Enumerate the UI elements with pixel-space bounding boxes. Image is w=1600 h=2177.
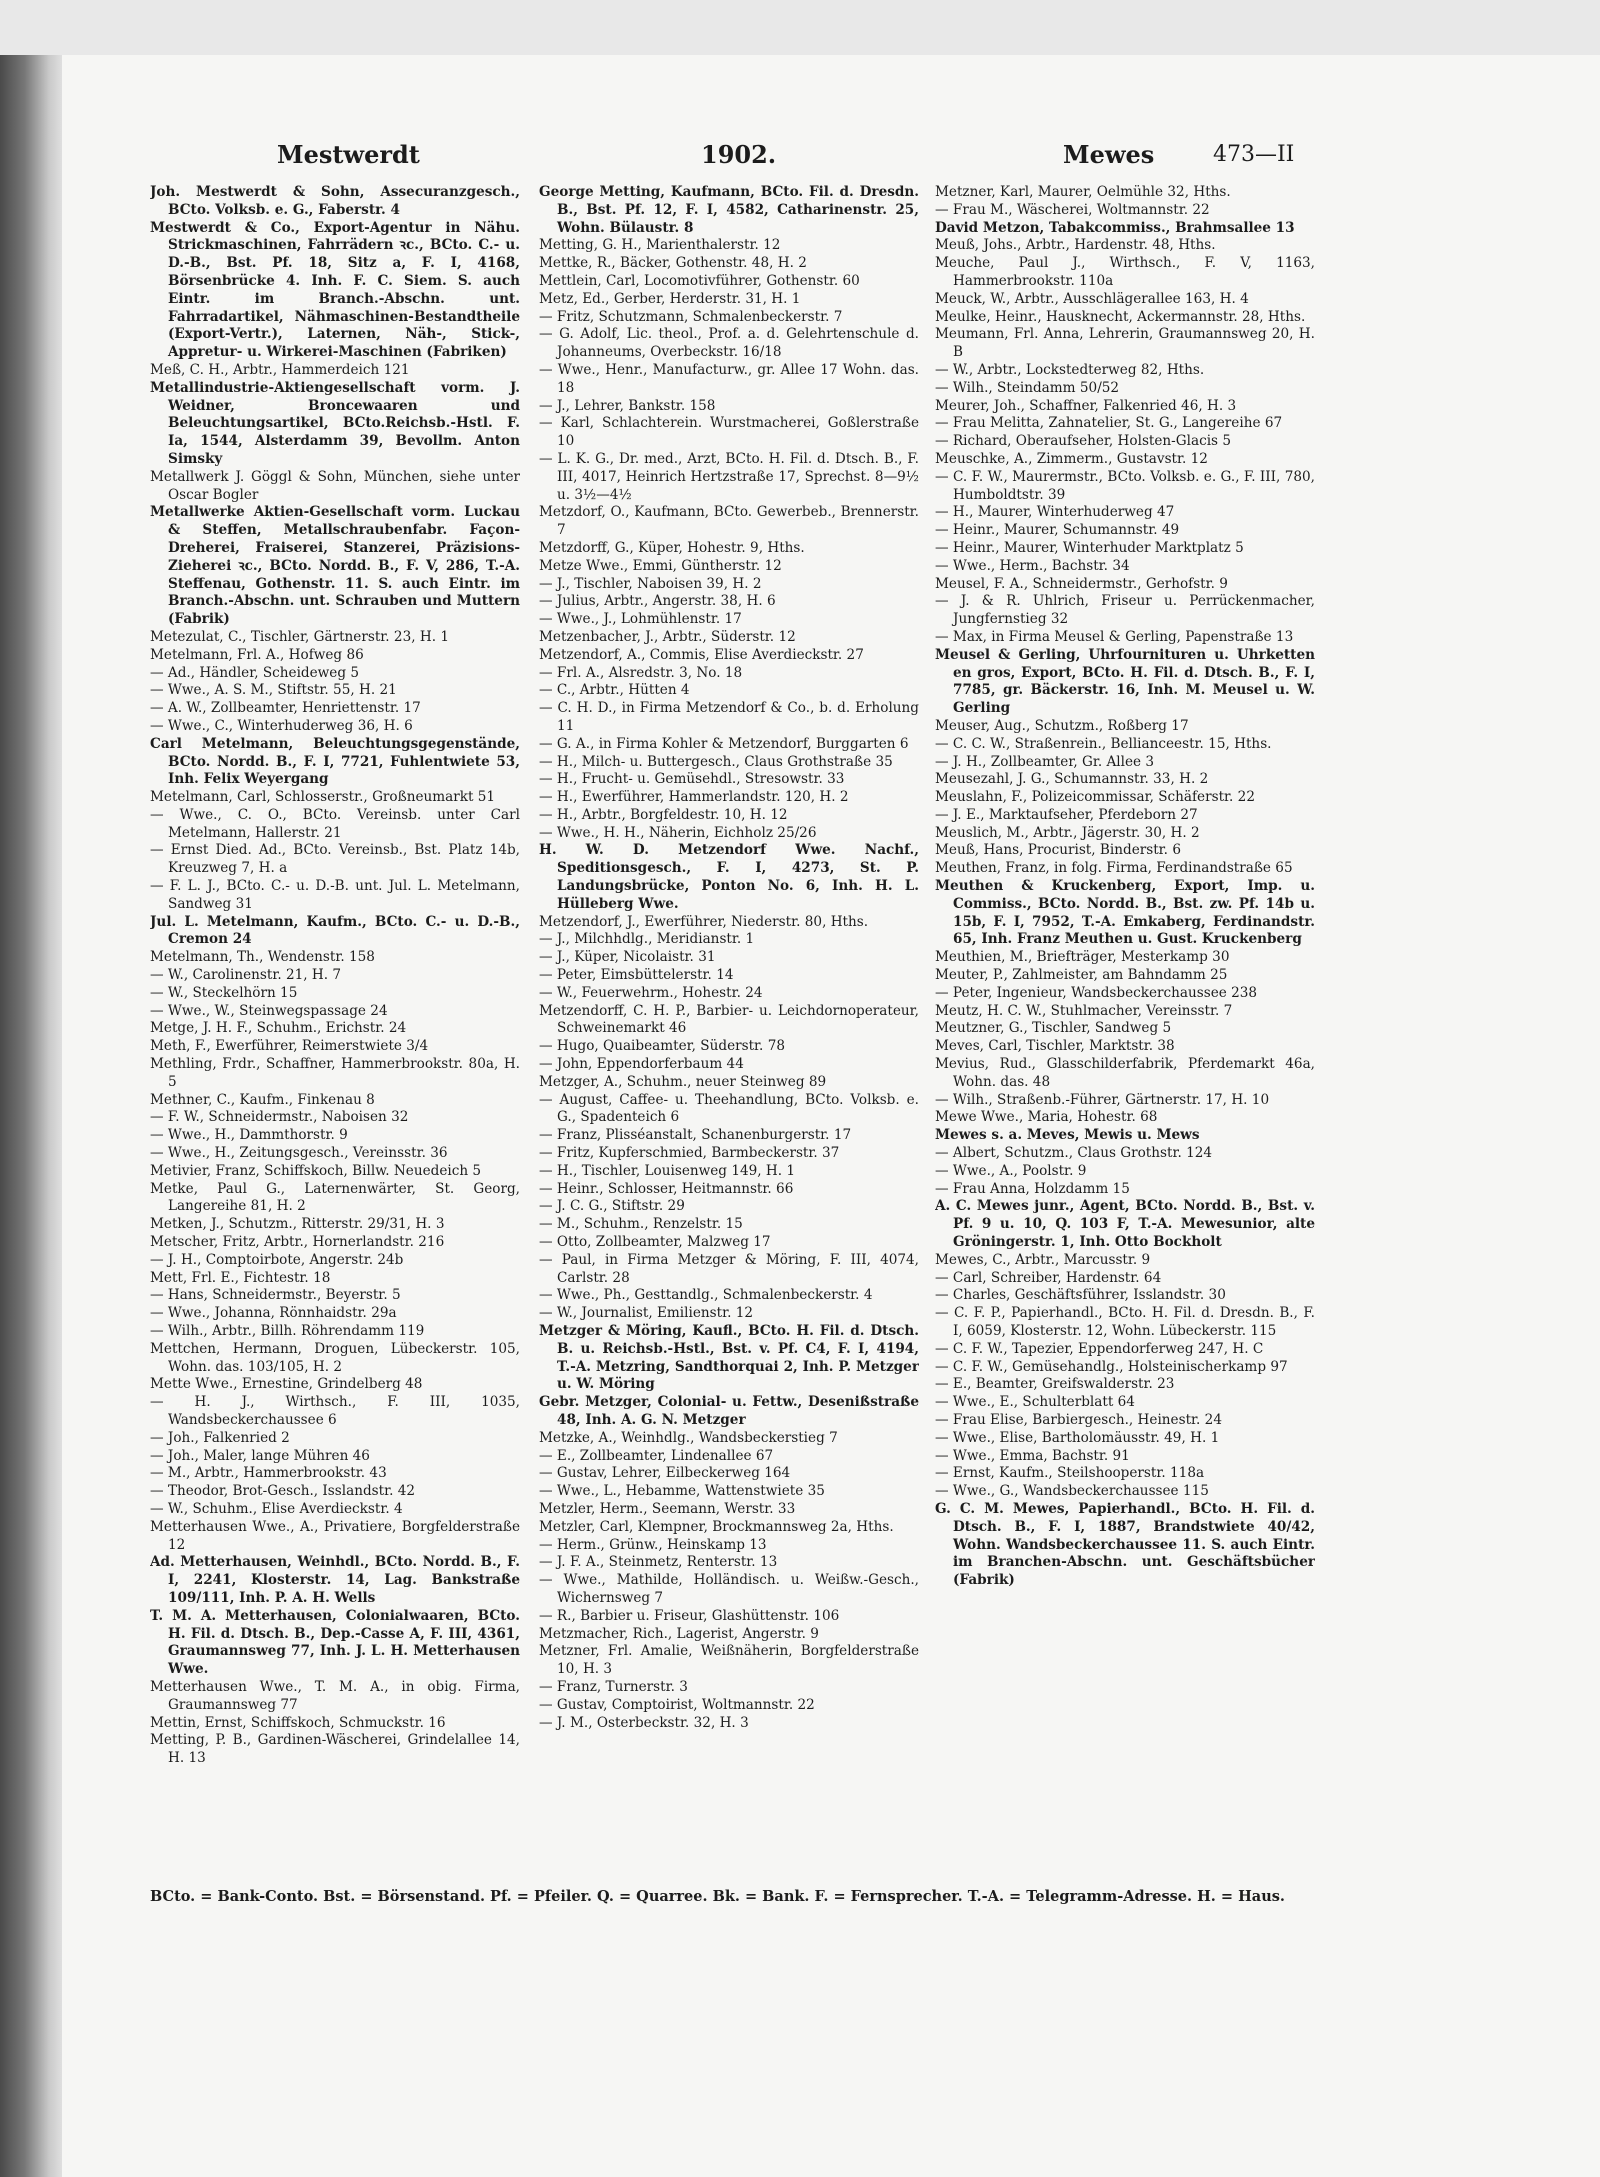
directory-entry: — John, Eppendorferbaum 44 <box>539 1056 744 1073</box>
directory-entry: — J., Küper, Nicolaistr. 31 <box>539 949 716 966</box>
directory-entry: — J. H., Comptoirbote, Angerstr. 24b <box>150 1251 404 1268</box>
directory-entry: Metzner, Karl, Maurer, Oelmühle 32, Hths. <box>935 184 1231 200</box>
directory-entry: — J., Lehrer, Bankstr. 158 <box>539 397 716 414</box>
directory-entry: — L. K. G., Dr. med., Arzt, BCto. H. Fil. d. Dtsch. B., F. III, 4017, Heinrich Hertzstraße 17, Sprechst. 8—9½ u. 3½—4½ <box>539 450 919 503</box>
directory-entry: — J. F. A., Steinmetz, Renterstr. 13 <box>539 1554 778 1571</box>
directory-entry: Mewe Wwe., Maria, Hohestr. 68 <box>935 1109 1158 1126</box>
directory-entry: — Ad., Händler, Scheideweg 5 <box>150 664 360 681</box>
directory-entry: Meuß, Johs., Arbtr., Hardenstr. 48, Hths. <box>935 237 1216 254</box>
directory-entry: Metz, Ed., Gerber, Herderstr. 31, H. 1 <box>539 290 801 307</box>
directory-entry: — H., Maurer, Winterhuderweg 47 <box>935 504 1175 521</box>
directory-entry: Mettin, Ernst, Schiffskoch, Schmuckstr. 16 <box>150 1714 446 1731</box>
directory-entry: — Hans, Schneidermstr., Beyerstr. 5 <box>150 1287 401 1304</box>
directory-entry: Metterhausen Wwe., A., Privatiere, Borgfelderstraße 12 <box>150 1518 520 1553</box>
directory-entry: — Otto, Zollbeamter, Malzweg 17 <box>539 1234 771 1251</box>
directory-entry: Meurer, Joh., Schaffner, Falkenried 46, H. 3 <box>935 397 1237 414</box>
directory-entry: Metzner, Frl. Amalie, Weißnäherin, Borgfelderstraße 10, H. 3 <box>539 1643 919 1678</box>
directory-entry: Metke, Paul G., Laternenwärter, St. Georg, Langereihe 81, H. 2 <box>150 1180 520 1215</box>
directory-entry: — C. C. W., Straßenrein., Bellianceestr. 15, Hths. <box>935 735 1272 752</box>
directory-entry: — W., Journalist, Emilienstr. 12 <box>539 1305 754 1322</box>
directory-entry: Meuß, Hans, Procurist, Binderstr. 6 <box>935 842 1181 859</box>
directory-entry: — W., Steckelhörn 15 <box>150 984 298 1001</box>
directory-entry: Metivier, Franz, Schiffskoch, Billw. Neuedeich 5 <box>150 1162 482 1179</box>
directory-entry: — H., Tischler, Louisenweg 149, H. 1 <box>539 1162 796 1179</box>
directory-entry: Meth, F., Ewerführer, Reimerstwiete 3/4 <box>150 1038 429 1055</box>
directory-entry: — H., Frucht- u. Gemüsehdl., Stresowstr. 33 <box>539 771 845 788</box>
directory-entry: — Wwe., Elise, Bartholomäusstr. 49, H. 1 <box>935 1429 1220 1446</box>
directory-entry: — E., Beamter, Greifswalderstr. 23 <box>935 1376 1175 1393</box>
directory-entry: Metting, P. B., Gardinen-Wäscherei, Grindelallee 14, H. 13 <box>150 1732 520 1767</box>
directory-entry: — Wwe., L., Hebamme, Wattenstwiete 35 <box>539 1483 825 1500</box>
directory-entry: Metze Wwe., Emmi, Güntherstr. 12 <box>539 557 782 574</box>
directory-entry: — C. F. W., Gemüsehandlg., Holsteinischerkamp 97 <box>935 1358 1288 1375</box>
directory-entry: Metzenbacher, J., Arbtr., Süderstr. 12 <box>539 628 796 645</box>
directory-entry: — F. W., Schneidermstr., Naboisen 32 <box>150 1109 409 1126</box>
directory-entry: Methner, C., Kaufm., Finkenau 8 <box>150 1091 375 1108</box>
directory-entry: — Joh., Maler, lange Mühren 46 <box>150 1447 370 1464</box>
directory-entry: — M., Schuhm., Renzelstr. 15 <box>539 1216 743 1233</box>
directory-entry: — Hugo, Quaibeamter, Süderstr. 78 <box>539 1038 785 1055</box>
column-1 <box>150 184 520 1864</box>
directory-entry: — Wwe., Herm., Bachstr. 34 <box>935 557 1130 574</box>
directory-entry: Meuschke, A., Zimmerm., Gustavstr. 12 <box>935 450 1208 467</box>
directory-entry: G. C. M. Mewes, Papierhandl., BCto. H. Fil. d. Dtsch. B., F. I, 1887, Brandstwiete 40/42, Wohn. Wandsbeckerchaussee 11. S. auch Eintr. im Branchen-Abschn. unt. Geschäftsbücher (Fabrik) <box>935 1500 1315 1589</box>
column-2 <box>539 184 919 1864</box>
directory-entry: — Wwe., J., Lohmühlenstr. 17 <box>539 611 742 628</box>
directory-entry: — E., Zollbeamter, Lindenallee 67 <box>539 1447 774 1464</box>
header-year: 1902. <box>701 140 777 169</box>
directory-entry: — Peter, Eimsbüttelerstr. 14 <box>539 967 734 984</box>
directory-entry: — J. C. G., Stiftstr. 29 <box>539 1198 685 1215</box>
directory-entry: Metzger, A., Schuhm., neuer Steinweg 89 <box>539 1073 827 1090</box>
directory-entry: Meuthien, M., Briefträger, Mesterkamp 30 <box>935 949 1230 966</box>
directory-entry: — Wwe., H., Dammthorstr. 9 <box>150 1127 348 1144</box>
directory-entry: H. W. D. Metzendorf Wwe. Nachf., Speditionsgesch., F. I, 4273, St. P. Landungsbrücke, Ponton No. 6, Inh. H. L. Hülleberg Wwe. <box>539 842 919 912</box>
directory-entry: Mette Wwe., Ernestine, Grindelberg 48 <box>150 1376 423 1393</box>
directory-entry: — Wwe., C. O., BCto. Vereinsb. unter Carl Metelmann, Hallerstr. 21 <box>150 806 520 841</box>
directory-entry: Gebr. Metzger, Colonial- u. Fettw., Desenißstraße 48, Inh. A. G. N. Metzger <box>539 1394 919 1428</box>
directory-entry: Mewes, C., Arbtr., Marcusstr. 9 <box>935 1251 1151 1268</box>
directory-entry: Metzendorf, A., Commis, Elise Averdieckstr. 27 <box>539 646 864 663</box>
directory-entry: Meumann, Frl. Anna, Lehrerin, Graumannsweg 20, H. B <box>935 326 1315 361</box>
directory-entry: Meusezahl, J. G., Schumannstr. 33, H. 2 <box>935 771 1209 788</box>
directory-entry: — Heinr., Maurer, Winterhuder Marktplatz 5 <box>935 539 1244 556</box>
directory-entry: — Wwe., A., Poolstr. 9 <box>935 1162 1087 1179</box>
directory-entry: Mettlein, Carl, Locomotivführer, Gothenstr. 60 <box>539 272 860 289</box>
directory-entry: Mettke, R., Bäcker, Gothenstr. 48, H. 2 <box>539 255 807 272</box>
directory-entry: — Frau Elise, Barbiergesch., Heinestr. 24 <box>935 1411 1222 1428</box>
directory-entry: — Theodor, Brot-Gesch., Isslandstr. 42 <box>150 1483 416 1500</box>
running-header <box>273 140 1313 174</box>
directory-entry: — H., Arbtr., Borgfeldestr. 10, H. 12 <box>539 806 788 823</box>
directory-entry: Methling, Frdr., Schaffner, Hammerbrookstr. 80a, H. 5 <box>150 1056 520 1090</box>
directory-entry: — Max, in Firma Meusel & Gerling, Papenstraße 13 <box>935 628 1294 645</box>
abbreviation-legend: BCto. = Bank-Conto. Bst. = Börsenstand. Pf. = Pfeiler. Q. = Quarree. Bk. = Bank. F. = Fernsprecher. T.-A. = Telegramm-Adresse. H. = Haus. <box>150 1888 1285 1905</box>
directory-entry: — Frau Melitta, Zahnatelier, St. G., Langereihe 67 <box>935 415 1283 432</box>
directory-entry: — F. L. J., BCto. C.- u. D.-B. unt. Jul. L. Metelmann, Sandweg 31 <box>150 878 520 912</box>
directory-entry: — H., Ewerführer, Hammerlandstr. 120, H. 2 <box>539 789 849 806</box>
directory-entry: — Wwe., H., Zeitungsgesch., Vereinsstr. 36 <box>150 1145 448 1162</box>
directory-entry: Metzendorf, J., Ewerführer, Niederstr. 80, Hths. <box>539 913 869 930</box>
directory-entry: — C. F. W., Maurermstr., BCto. Volksb. e. G., F. III, 780, Humboldtstr. 39 <box>935 468 1315 503</box>
directory-entry: — Wwe., W., Steinwegspassage 24 <box>150 1002 388 1019</box>
directory-entry: Jul. L. Metelmann, Kaufm., BCto. C.- u. D.-B., Cremon 24 <box>150 913 520 948</box>
directory-entry: — Heinr., Schlosser, Heitmannstr. 66 <box>539 1180 794 1197</box>
directory-entry: — Julius, Arbtr., Angerstr. 38, H. 6 <box>539 593 776 610</box>
directory-entry: Meusel & Gerling, Uhrfournituren u. Uhrketten en gros, Export, BCto. H. Fil. d. Dtsch. B., F. I, 7785, gr. Bäckerstr. 16, Inh. M. Meusel u. W. Gerling <box>935 646 1315 717</box>
header-right-keyword: Mewes <box>1063 140 1155 169</box>
directory-entry: — August, Caffee- u. Theehandlung, BCto. Volksb. e. G., Spadenteich 6 <box>539 1091 919 1126</box>
directory-entry: Metzdorf, O., Kaufmann, BCto. Gewerbeb., Brennerstr. 7 <box>539 504 919 539</box>
directory-entry: — Fritz, Schutzmann, Schmalenbeckerstr. 7 <box>539 308 843 325</box>
directory-entry: — Wwe., Ph., Gesttandlg., Schmalenbeckerstr. 4 <box>539 1287 873 1304</box>
directory-entry: Mettchen, Hermann, Droguen, Lübeckerstr. 105, Wohn. das. 103/105, H. 2 <box>150 1340 520 1375</box>
directory-entry: — Wwe., Emma, Bachstr. 91 <box>935 1447 1130 1464</box>
directory-entry: Metallwerk J. Göggl & Sohn, München, siehe unter Oscar Bogler <box>150 468 520 503</box>
directory-entry: Meusel, F. A., Schneidermstr., Gerhofstr. 9 <box>935 575 1228 592</box>
directory-entry: Metting, G. H., Marienthalerstr. 12 <box>539 237 781 254</box>
directory-entry: Meutz, H. C. W., Stuhlmacher, Vereinsstr. 7 <box>935 1002 1233 1019</box>
directory-entry: — H. J., Wirthsch., F. III, 1035, Wandsbeckerchaussee 6 <box>150 1394 520 1428</box>
directory-entry: Metelmann, Frl. A., Hofweg 86 <box>150 646 364 663</box>
directory-entry: Metzendorff, C. H. P., Barbier- u. Leichdornoperateur, Schweinemarkt 46 <box>539 1002 919 1037</box>
directory-entry: — Wilh., Straßenb.-Führer, Gärtnerstr. 17, H. 10 <box>935 1091 1270 1108</box>
directory-entry: — Wwe., H. H., Näherin, Eichholz 25/26 <box>539 824 817 841</box>
directory-entry: David Metzon, Tabakcommiss., Brahmsallee 13 <box>935 219 1295 236</box>
directory-entry: — Ernst Died. Ad., BCto. Vereinsb., Bst. Platz 14b, Kreuzweg 7, H. a <box>150 842 520 877</box>
directory-entry: — Wwe., A. S. M., Stiftstr. 55, H. 21 <box>150 682 397 699</box>
directory-entry: — Wwe., G., Wandsbeckerchaussee 115 <box>935 1483 1209 1500</box>
directory-entry: — G. A., in Firma Kohler & Metzendorf, Burggarten 6 <box>539 735 909 752</box>
directory-entry: Meulke, Heinr., Hausknecht, Ackermannstr. 28, Hths. <box>935 308 1306 325</box>
directory-entry: — J. H., Zollbeamter, Gr. Allee 3 <box>935 753 1155 770</box>
directory-entry: Meuche, Paul J., Wirthsch., F. V, 1163, Hammerbrookstr. 110a <box>935 255 1315 289</box>
directory-entry: Metelmann, Carl, Schlosserstr., Großneumarkt 51 <box>150 789 496 806</box>
directory-entry: Metken, J., Schutzm., Ritterstr. 29/31, H. 3 <box>150 1216 445 1233</box>
directory-entry: Metzke, A., Weinhdlg., Wandsbeckerstieg 7 <box>539 1429 838 1446</box>
directory-entry: — M., Arbtr., Hammerbrookstr. 43 <box>150 1465 387 1482</box>
directory-entry: — Wwe., Johanna, Rönnhaidstr. 29a <box>150 1305 397 1322</box>
directory-entry: — Frau Anna, Holzdamm 15 <box>935 1180 1130 1197</box>
directory-entry: — C. F. P., Papierhandl., BCto. H. Fil. d. Dresdn. B., F. I, 6059, Klosterstr. 12, Wohn. Lübeckerstr. 115 <box>935 1305 1315 1339</box>
book-binding <box>0 55 70 2177</box>
directory-entry: Meutzner, G., Tischler, Sandweg 5 <box>935 1020 1172 1037</box>
directory-entry: — Franz, Plisséanstalt, Schanenburgerstr. 17 <box>539 1127 852 1144</box>
directory-entry: — Heinr., Maurer, Schumannstr. 49 <box>935 522 1180 539</box>
directory-entry: — Peter, Ingenieur, Wandsbeckerchaussee 238 <box>935 984 1258 1001</box>
directory-entry: Meuthen, Franz, in folg. Firma, Ferdinandstraße 65 <box>935 860 1293 877</box>
directory-entry: — Fritz, Kupferschmied, Barmbeckerstr. 37 <box>539 1145 840 1162</box>
directory-entry: Metelmann, Th., Wendenstr. 158 <box>150 949 375 966</box>
directory-entry: — C. F. W., Tapezier, Eppendorferweg 247, H. C <box>935 1340 1264 1357</box>
directory-entry: Meuslahn, F., Polizeicommissar, Schäferstr. 22 <box>935 789 1255 806</box>
directory-entry: George Metting, Kaufmann, BCto. Fil. d. Dresdn. B., Bst. Pf. 12, F. I, 4582, Catharinenstr. 25, Wohn. Bülaustr. 8 <box>539 184 919 236</box>
directory-entry: Metezulat, C., Tischler, Gärtnerstr. 23, H. 1 <box>150 628 450 645</box>
directory-entry: — Joh., Falkenried 2 <box>150 1429 290 1446</box>
directory-entry: — Richard, Oberaufseher, Holsten-Glacis 5 <box>935 433 1231 450</box>
directory-entry: — Gustav, Lehrer, Eilbeckerweg 164 <box>539 1465 791 1482</box>
directory-entry: — Franz, Turnerstr. 3 <box>539 1678 688 1695</box>
directory-entry: — G. Adolf, Lic. theol., Prof. a. d. Gelehrtenschule d. Johanneums, Overbeckstr. 16/18 <box>539 326 919 361</box>
directory-entry: Meß, C. H., Arbtr., Hammerdeich 121 <box>150 361 410 378</box>
directory-entry: — Wwe., E., Schulterblatt 64 <box>935 1394 1135 1411</box>
directory-entry: Metge, J. H. F., Schuhm., Erichstr. 24 <box>150 1020 407 1037</box>
directory-entry: — W., Arbtr., Lockstedterweg 82, Hths. <box>935 361 1205 378</box>
directory-entry: — Gustav, Comptoirist, Woltmannstr. 22 <box>539 1696 815 1713</box>
directory-entry: Meuthen & Kruckenberg, Export, Imp. u. Commiss., BCto. Nordd. B., Bst. zw. Pf. 14b u. 15b, F. I, 7952, T.-A. Emkaberg, Ferdinandstr. 65, Inh. Franz Meuthen u. Gust. Kruckenberg <box>935 878 1315 948</box>
directory-entry: — Wwe., C., Winterhuderweg 36, H. 6 <box>150 717 413 734</box>
directory-entry: Metallwerke Aktien-Gesellschaft vorm. Luckau & Steffen, Metallschraubenfabr. Façon-Dreherei, Fraiserei, Stanzerei, Präzisions-Zieherei ꝛc., BCto. Nordd. B., F. V, 286, T.-A. Steffenau, Gothenstr. 11. S. auch Eintr. im Branch.-Abschn. unt. Schrauben und Muttern (Fabrik) <box>150 504 520 628</box>
directory-entry: Metzler, Herm., Seemann, Werstr. 33 <box>539 1500 796 1517</box>
directory-entry: Joh. Mestwerdt & Sohn, Assecuranzgesch., BCto. Volksb. e. G., Faberstr. 4 <box>150 184 520 218</box>
directory-entry: — Albert, Schutzm., Claus Grothstr. 124 <box>935 1145 1213 1162</box>
directory-entry: T. M. A. Metterhausen, Colonialwaaren, BCto. H. Fil. d. Dtsch. B., Dep.-Casse A, F. III, 4361, Graumannsweg 77, Inh. J. L. H. Metterhausen Wwe. <box>150 1607 520 1678</box>
directory-entry: Mestwerdt & Co., Export-Agentur in Nähu. Strickmaschinen, Fahrrädern ꝛc., BCto. C.- u. D.-B., Bst. Pf. 18, Sitz a, F. I, 4168, Börsenbrücke 4. Inh. F. C. Siem. S. auch Eintr. im Branch.-Abschn. unt. Fahrradartikel, Nähmaschinen-Bestandtheile (Export-Vertr.), Laternen, Näh-, Stick-, Appretur- u. Wirkerei-Maschinen (Fabriken) <box>150 219 520 361</box>
directory-entry: — Paul, in Firma Metzger & Möring, F. III, 4074, Carlstr. 28 <box>539 1251 919 1286</box>
directory-entry: — J., Tischler, Naboisen 39, H. 2 <box>539 575 762 592</box>
directory-entry: — Wilh., Steindamm 50/52 <box>935 379 1120 396</box>
directory-entry: — J. M., Osterbeckstr. 32, H. 3 <box>539 1714 749 1731</box>
directory-entry: — W., Carolinenstr. 21, H. 7 <box>150 967 342 984</box>
directory-entry: Meuslich, M., Arbtr., Jägerstr. 30, H. 2 <box>935 824 1200 841</box>
directory-entry: — C., Arbtr., Hütten 4 <box>539 682 690 699</box>
directory-entry: — Wwe., Mathilde, Holländisch. u. Weißw.-Gesch., Wichernsweg 7 <box>539 1572 919 1606</box>
directory-entry: Mewes s. a. Meves, Mewis u. Mews <box>935 1127 1200 1144</box>
directory-entry: — Wilh., Arbtr., Billh. Röhrendamm 119 <box>150 1323 425 1339</box>
directory-entry: — Ernst, Kaufm., Steilshooperstr. 118a <box>935 1465 1205 1482</box>
directory-entry: Meuck, W., Arbtr., Ausschlägerallee 163, H. 4 <box>935 290 1249 307</box>
directory-entry: — Charles, Geschäftsführer, Isslandstr. 30 <box>935 1287 1226 1304</box>
directory-entry: Metzmacher, Rich., Lagerist, Angerstr. 9 <box>539 1625 819 1642</box>
directory-entry: — Karl, Schlachterein. Wurstmacherei, Goßlerstraße 10 <box>539 415 919 450</box>
directory-entry: Metallindustrie-Aktiengesellschaft vorm. J. Weidner, Broncewaaren und Beleuchtungsartikel, BCto.Reichsb.-Hstl. F. Ia, 1544, Alsterdamm 39, Bevollm. Anton Simsky <box>150 379 520 467</box>
directory-entry: Metzger & Möring, Kaufl., BCto. H. Fil. d. Dtsch. B. u. Reichsb.-Hstl., Bst. v. Pf. C4, F. I, 4194, T.-A. Metzring, Sandthorquai 2, Inh. P. Metzger u. W. Möring <box>539 1323 919 1393</box>
directory-entry: — J., Milchhdlg., Meridianstr. 1 <box>539 931 755 948</box>
directory-entry: — A. W., Zollbeamter, Henriettenstr. 17 <box>150 700 421 717</box>
directory-entry: Metzdorff, G., Küper, Hohestr. 9, Hths. <box>539 539 805 556</box>
directory-entry: — C. H. D., in Firma Metzendorf & Co., b. d. Erholung 11 <box>539 700 919 734</box>
directory-entry: — W., Schuhm., Elise Averdieckstr. 4 <box>150 1500 403 1517</box>
directory-entry: — Frl. A., Alsredstr. 3, No. 18 <box>539 664 743 681</box>
directory-entry: Mett, Frl. E., Fichtestr. 18 <box>150 1269 331 1286</box>
page-number: 473—II <box>1213 142 1295 167</box>
directory-entry: Meuser, Aug., Schutzm., Roßberg 17 <box>935 717 1189 734</box>
column-3 <box>935 184 1315 1864</box>
directory-entry: Ad. Metterhausen, Weinhdl., BCto. Nordd. B., F. I, 2241, Klosterstr. 14, Lag. Bankstraße 109/111, Inh. P. A. H. Wells <box>150 1554 520 1606</box>
directory-entry: — Herm., Grünw., Heinskamp 13 <box>539 1536 767 1553</box>
directory-entry: Meves, Carl, Tischler, Marktstr. 38 <box>935 1038 1175 1055</box>
directory-entry: — H., Milch- u. Buttergesch., Claus Grothstraße 35 <box>539 753 893 770</box>
directory-entry: — W., Feuerwehrm., Hohestr. 24 <box>539 984 763 1001</box>
directory-entry: Carl Metelmann, Beleuchtungsgegenstände, BCto. Nordd. B., F. I, 7721, Fuhlentwiete 53, Inh. Felix Weyergang <box>150 735 520 788</box>
directory-entry: Metscher, Fritz, Arbtr., Hornerlandstr. 216 <box>150 1234 445 1251</box>
directory-entry: — J. E., Marktaufseher, Pferdeborn 27 <box>935 806 1198 823</box>
directory-entry: A. C. Mewes junr., Agent, BCto. Nordd. B., Bst. v. Pf. 9 u. 10, Q. 103 F, T.-A. Mewesunior, alte Gröningerstr. 1, Inh. Otto Bockholt <box>935 1198 1315 1251</box>
directory-entry: Mevius, Rud., Glasschilderfabrik, Pferdemarkt 46a, Wohn. das. 48 <box>935 1056 1315 1090</box>
directory-entry: Meuter, P., Zahlmeister, am Bahndamm 25 <box>935 967 1228 984</box>
directory-entry: Metterhausen Wwe., T. M. A., in obig. Firma, Graumannsweg 77 <box>150 1678 520 1713</box>
directory-entry: Metzler, Carl, Klempner, Brockmannsweg 2a, Hths. <box>539 1518 894 1535</box>
directory-entry: — Wwe., Henr., Manufacturw., gr. Allee 17 Wohn. das. 18 <box>539 361 919 396</box>
directory-entry: — Frau M., Wäscherei, Woltmannstr. 22 <box>935 201 1210 218</box>
header-left-keyword: Mestwerdt <box>277 140 420 169</box>
directory-entry: — J. & R. Uhlrich, Friseur u. Perrückenmacher, Jungfernstieg 32 <box>935 593 1315 628</box>
directory-entry: — R., Barbier u. Friseur, Glashüttenstr. 106 <box>539 1607 840 1624</box>
directory-entry: — Carl, Schreiber, Hardenstr. 64 <box>935 1269 1162 1286</box>
